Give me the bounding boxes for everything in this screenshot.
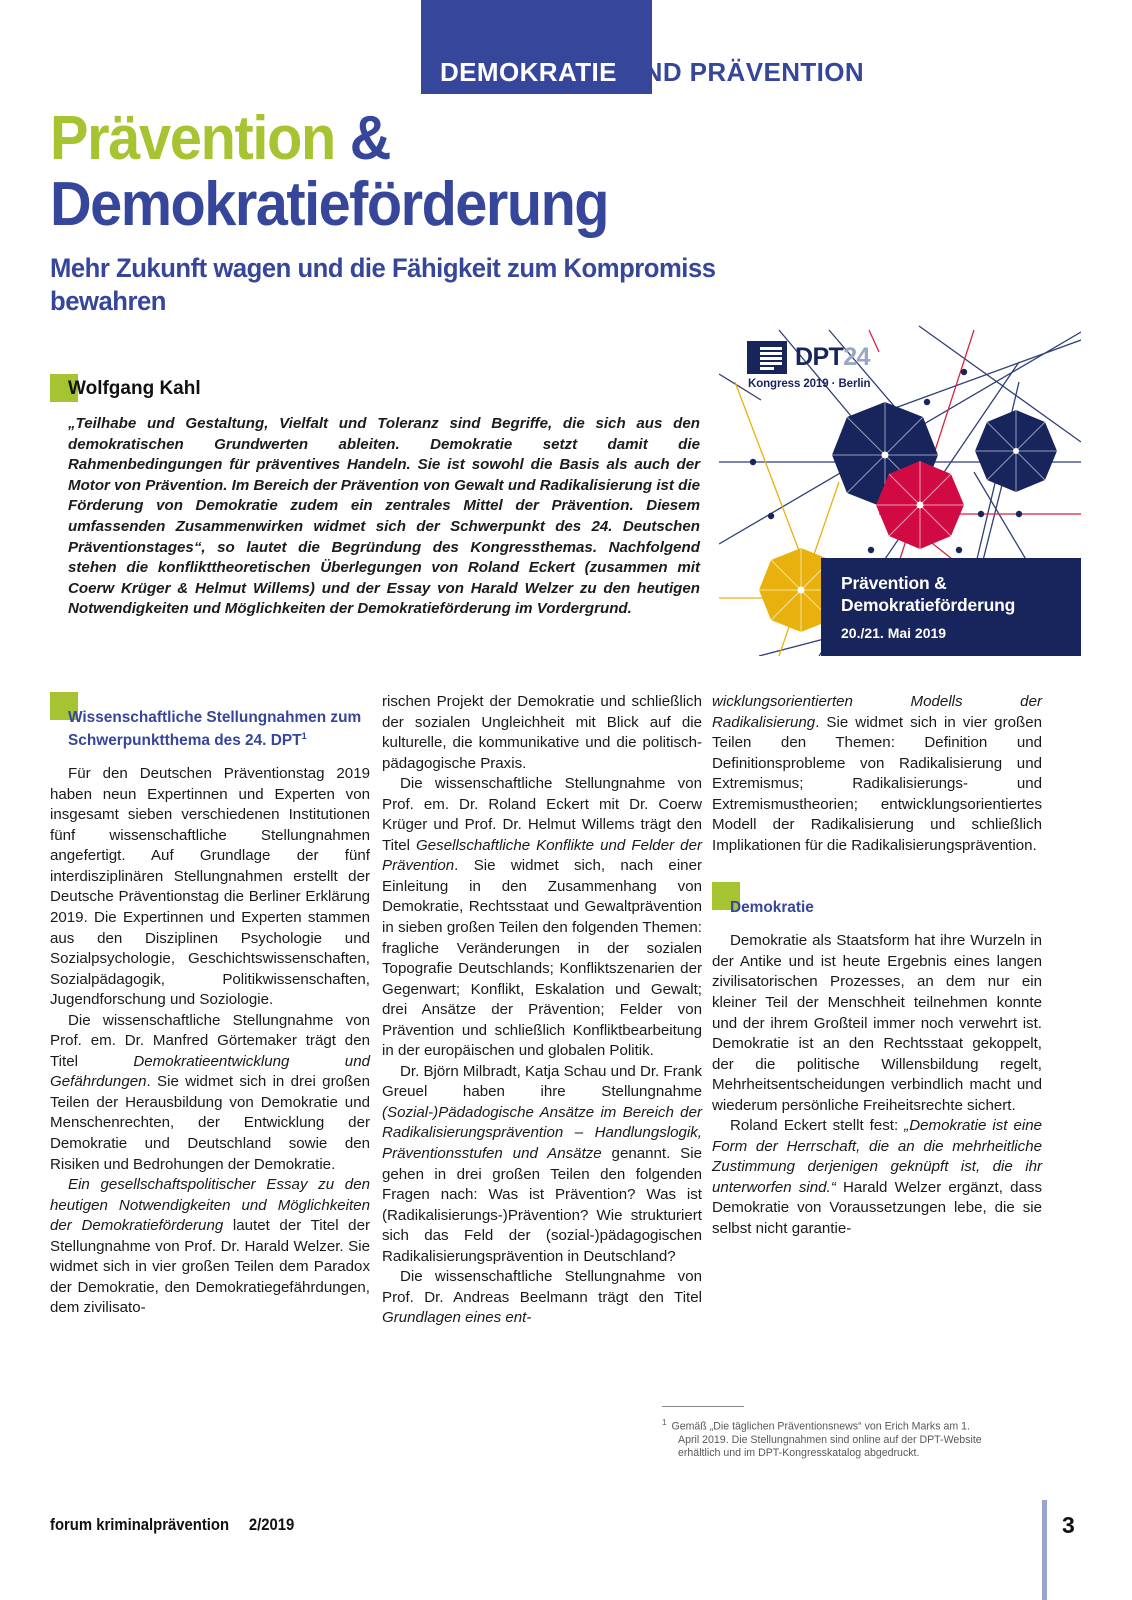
paragraph-c3-p1-title: wicklungsorientierten Modells der Radikalisierung [712,693,1042,731]
header-running-title [440,57,864,88]
body-column-3 [712,692,1042,1240]
title-ampersand: & [334,104,391,173]
dpt-wordmark-text [795,343,870,372]
paragraph-c1-p2-title: Demokratieentwicklung und Gefährdungen [50,1052,370,1091]
octagon-red [876,461,964,549]
page-number: 3 [1062,1512,1075,1538]
dpt-caption-date: 20./21. Mai 2019 [841,625,947,641]
section-heading-1 [68,692,370,750]
paragraph-c2-p3-b: genannt. Sie gehen in drei großen Teilen den folgenden Fragen nach: Was ist Prävention? Was ist (Radikalisierungs-)Prävention? Wie strukturiert sich das Feld der (sozial-)pädagogischen Radikalisierungsprävention in Deutschland? [382,1145,702,1265]
dpt-letters: DPT [795,343,844,371]
dpt-number: 24 [843,343,870,371]
paragraph-c1-p3-title: Ein gesellschaftspolitischer Essay zu den heutigen Notwendigkeiten und Möglichkeiten der Demokratieförderung [50,1176,370,1235]
article-body [50,692,1082,1482]
paragraph-c2-p3-a: Dr. Björn Milbradt, Katja Schau und Dr. Frank Greuel haben ihre Stellungnahme [382,1062,703,1101]
paragraph-c3-p2: Demokratie als Staatsform hat ihre Wurzeln in der Antike und ist heute Ergebnis eines langen zivilisatorischen Prozesses, an dem nur ein kleiner Teil der Menschheit teilnehmen konnte und der ihrem Großteil immer noch verwehrt ist. Demokratie ist an den Rechtsstaat gekoppelt, der die politische Willensbildung regelt, Mehrheitsentscheidungen verbindlich macht und wiederum persönliche Freiheitsrechte sichert. [712,932,1042,1114]
paragraph-c2-p2 [382,774,702,1062]
footer-accent-bar [1042,1500,1047,1600]
octagon-navy-small [975,410,1057,492]
dpt24-congress-logo-figure [719,322,1081,656]
footnote-rule [662,1406,744,1407]
footer-issue: 2/2019 [248,1516,295,1534]
paragraph-c1-p3-b: lautet der Titel der Stellungnahme von Prof. Dr. Harald Welzer. Sie widmet sich in vier großen Teilen dem Paradox der Demokratie, den Demokratiegefährdungen, dem zivilisato- [50,1217,370,1317]
paragraph-c3-p1 [712,692,1042,856]
paragraph-c3-p3-a: Roland Eckert stellt fest: [730,1117,905,1135]
dpt-caption-line-2: Demokratieförderung [841,595,1016,615]
section-heading-2-wrap [712,882,1042,917]
section-heading-1-text: Wissenschaftliche Stellungnahmen zum Schwerpunktthema des 24. DPT [68,709,362,750]
footnote-marker: 1 [662,1418,667,1427]
page-header [0,0,1132,98]
footnote-body: Gemäß „Die täglichen Präventionsnews“ von Erich Marks am 1. April 2019. Die Stellungnahmen sind online auf der DPT-Website erhältlich und im DPT-Kongresskatalog abgedruckt. [671,1420,982,1460]
paragraph-c2-p2-title: Gesellschaftliche Konflikte und Felder der Prävention [382,836,702,875]
footnote-text [662,1416,992,1460]
author-name: Wolfgang Kahl [68,378,201,399]
paragraph-c1-p2 [50,1011,370,1175]
footer-publication-name: forum kriminalprävention [50,1516,230,1534]
paragraph-c2-p4 [382,1267,702,1329]
paragraph-c2-p2-a: Die wissenschaftliche Stellungnahme von Prof. em. Dr. Roland Eckert mit Dr. Coerw Krüger und Prof. Dr. Helmut Willems trägt den Titel [382,775,702,854]
paragraph-c2-p4-a: Die wissenschaftliche Stellungnahme von Prof. Dr. Andreas Beelmann trägt den Titel [382,1268,702,1306]
paragraph-c2-p1: rischen Projekt der Demokratie und schließlich der sozialen Ungleichheit mit Blick auf die kulturelle, die kommunikative und die politisch-pädagogische Praxis. [382,693,702,772]
dpt-logo-mark-icon [747,341,787,374]
body-column-2 [382,692,702,1329]
author-and-lead [50,374,700,620]
paragraph-c2-p3-title: (Sozial-)Pädadogische Ansätze im Bereich der Radikalisierungsprävention – Handlungslogik, Präventionsstufen und Ansätze [382,1103,702,1163]
paragraph-c2-p2-b: . Sie widmet sich, nach einer Einleitung in den Zusammenhang von Demokratie, Rechtsstaat und Gewaltprävention in sieben großen Teilen den folgenden Themen: fragliche Veränderungen in der sozialen Topografie Deutschlands; Konfliktszenarien der Gegenwart; Konflikt, Eskalation und Gewalt; drei Ansätze der Prävention; Felder von Prävention und schließlich Konfliktbearbeitung in der europäischen und globalen Politik. [382,857,702,1060]
section-heading-1-wrap [50,692,370,750]
article-subtitle: Mehr Zukunft wagen und die Fähigkeit zum Kompromiss bewahren [50,253,716,316]
footer-publication-line [50,1516,294,1535]
article-title-block [50,104,830,318]
section-heading-2: Demokratie [730,899,814,917]
body-column-1 [50,692,370,1319]
paragraph-c1-p3 [50,1175,370,1319]
dpt-caption-box [821,558,1081,656]
paragraph-c3-p3 [712,1116,1042,1239]
title-word-praevention: Prävention [50,104,335,173]
header-keyword: DEMOKRATIE [440,57,617,87]
dpt-caption-line-1: Prävention & [841,573,947,593]
title-line-1 [50,104,775,173]
paragraph-c1-p2-a: Die wissenschaftliche Stellungnahme von Prof. em. Dr. Manfred Görtemaker trägt den Titel [50,1011,370,1070]
paragraph-c1-p1: Für den Deutschen Präventionstag 2019 haben neun Expertinnen und Experten von insgesamt sieben verschiedenen Institutionen fünf wissenschaftliche Stellungnahmen angefertigt. Auf Grundlage der fünf interdisziplinären Stellungnahmen erstellt der Deutsche Präventionstag die Berliner Erklärung 2019. Die Expertinnen und Experten stammen aus den Disziplinen Psychologie und Sozialpsychologie, Geschichtswissenschaften, Sozialpädagogik, Politikwissenschaften, Jugendforschung und Soziologie. [50,765,370,1009]
title-line-2: Demokratieförderung [50,170,609,239]
paragraph-c3-p1-b: . Sie widmet sich in vier großen Teilen den Themen: Definition und Definitionsprobleme von Radikalisierung und Extremismus; Radikalisierungs- und Extremismustheorien; entwicklungsorientiertes Modell der Radikalisierung und schließlich Implikationen für die Radikalisierungsprävention. [712,713,1042,854]
footnote-block [662,1406,992,1460]
paragraph-c1-p2-b: . Sie widmet sich in drei großen Teilen der Herausbildung von Demokratie und Menschenrechten, der Entwicklung der Demokratie und Deutschland sowie den Risiken und Bedrohungen der Demokratie. [50,1073,370,1173]
footnote-ref-1[interactable]: 1 [301,731,307,742]
header-rest: UND PRÄVENTION [616,57,865,87]
paragraph-c2-p4-title: Grundlagen eines ent- [382,1309,532,1327]
dpt24-wordmark [747,341,897,395]
paragraph-c2-p3 [382,1062,702,1267]
paragraph-c3-p3-b: Harald Welzer ergänzt, dass Demokratie von Voraussetzungen lebe, die sie selbst nicht garantie- [712,1178,1042,1238]
paragraph-c3-p3-quote: „Demokratie ist eine Form der Herrschaft, die an die mehrheitliche Zustimmung derjenigen geknüpft ist, die ihr unterworfen sind.“ [712,1117,1042,1196]
lead-paragraph: „Teilhabe und Gestaltung, Vielfalt und Toleranz sind Begriffe, die sich aus den demokratischen Grundwerten ableiten. Demokratie setzt damit die Rahmenbedingungen für präventives Handeln. Sie ist sowohl die Basis als auch der Motor von Prävention. Im Bereich der Prävention von Gewalt und Radikalisierung ist die Förderung von Demokratie zudem ein zentrales Mittel der Prävention. Diesem umfassenden Zusammenwirken widmet sich der Schwerpunkt des 24. Deutschen Präventionstages“, so lautet die Begründung des Kongressthemas. Nachfolgend stehen die konflikttheoretischen Überlegungen von Roland Eckert (zusammen mit Coerw Krüger & Helmut Willems) und der Essay von Harald Welzer zu den heutigen Notwendigkeiten und Möglichkeiten der Demokratieförderung im Vordergrund. [68,415,700,618]
dpt-subline: Kongress 2019 · Berlin [748,378,871,390]
